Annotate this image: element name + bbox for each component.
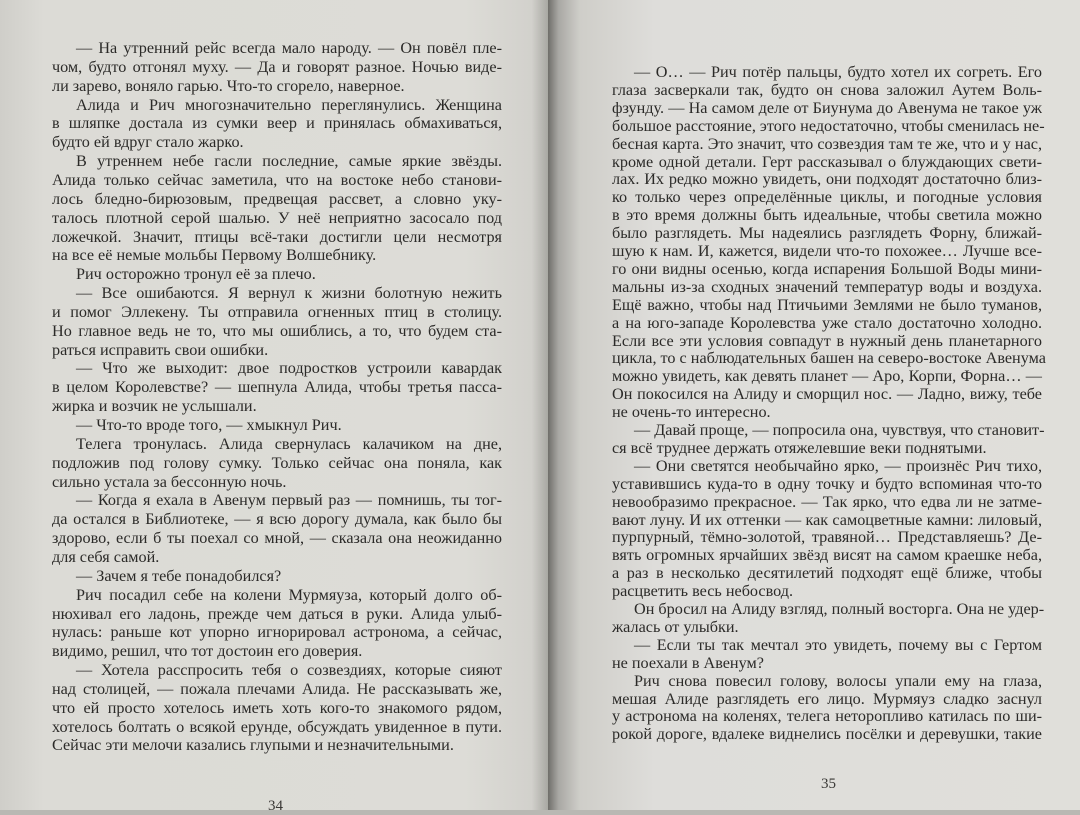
text-line: сильно устала за бессонную ночь. — [52, 472, 287, 491]
text-line: Он покосился на Алиду и сморщил нос. — Ладно, вижу, тебе — [612, 385, 1042, 404]
text-line: фзунду. — На самом деле от Биунума до Авенума не такое уж — [612, 98, 1042, 117]
text-line: — Давай проще, — попросила она, чувствуя, что становит- — [634, 421, 1045, 439]
text-line: Но главное ведь не то, что мы ошиблись, а то, что будем ста- — [52, 321, 502, 340]
text-line: в это время должны быть идеальные, чтобы светила можно — [612, 206, 1042, 225]
text-line: на все её немые мольбы Первому Волшебнику. — [52, 246, 377, 265]
text-line: подложив под голову сумку. Только сейчас она поняла, как — [52, 453, 502, 472]
text-line: уставившись куда-то в одну точку и будто вспоминая что-то — [612, 474, 1042, 493]
page-number: 35 — [821, 776, 836, 792]
right-page — [548, 0, 1080, 810]
text-line: не поехали в Авенум? — [612, 653, 764, 672]
text-line: вают луну. И их оттенки — как самоцветные камни: лиловый, — [612, 510, 1042, 529]
text-line: Алида только сейчас заметила, что на востоке небо станови- — [52, 170, 502, 189]
page-number: 34 — [268, 798, 283, 814]
text-line: вять огромных ярчайших звёзд висят на самом краешке неба, — [612, 546, 1042, 565]
text-line: Рич посадил себе на колени Мурмяуза, который долго об- — [76, 585, 502, 604]
text-line: лось бледно-бирюзовым, предвещая рассвет, а словно уку- — [52, 189, 502, 208]
text-line: мешая Алиде разглядеть его лицо. Мурмяуз сладко заснул — [612, 689, 1042, 708]
text-line: было разглядеть. Мы надеялись разглядеть Форну, ближай- — [612, 224, 1042, 243]
text-line: что ей просто хотелось иметь хоть кого-то знакомого рядом, — [52, 698, 502, 717]
text-line: и помог Эллекену. Ты отправила огненных птиц в столицу. — [52, 302, 502, 321]
text-line: мальны из-за сходных значений температур воды и воздуха. — [612, 277, 1042, 296]
text-line: ся всё труднее держать отяжелевшие веки поднятыми. — [612, 438, 987, 457]
text-line: будто ей вдруг стало жарко. — [52, 133, 244, 152]
text-line: Ещё важно, чтобы над Птичьими Землями не было туманов, — [612, 295, 1042, 314]
text-line: талось плотной серой шалью. У неё неприятно засосало под — [52, 208, 502, 227]
text-line: здорово, если б ты поехал со мной, — сказала она неожиданно — [52, 529, 502, 548]
text-line: чом, будто отгонял муху. — Да и говорят разное. Ночью виде- — [52, 57, 502, 76]
text-line: у астронома на коленях, телега неторопливо катилась по ши- — [612, 707, 1042, 726]
text-line: пурпурный, тёмно-золотой, травяной… Представляешь? Де- — [612, 528, 1042, 547]
text-line: цикла, то с наблюдательных башен на северо-востоке Авенума — [612, 349, 1046, 368]
text-line: Телега тронулась. Алида свернулась калачиком на дне, — [76, 434, 502, 453]
text-line: в целом Королевстве? — шепнула Алида, чтобы третья пасса- — [52, 378, 502, 397]
text-line: го они видны осенью, когда испарения Большой Воды мини- — [612, 259, 1042, 278]
text-line: глаза засверкали так, будто он снова заложил Аутем Воль- — [612, 80, 1042, 99]
text-line: хотелось болтать о всякой ерунде, обсуждать увиденное в пути. — [52, 717, 502, 736]
text-line: ли зарево, воняло гарью. Что-то сгорело, наверное. — [52, 76, 405, 95]
text-line: шую к нам. И, кажется, видели что-то похожее… Лучше все- — [612, 242, 1042, 260]
text-line: — Зачем я тебе понадобился? — [76, 566, 282, 585]
text-line: кроме одной детали. Герт рассказывал о блуждающих свети- — [612, 152, 1042, 171]
text-line: лах. Их редко можно увидеть, они подходят достаточно близ- — [612, 170, 1042, 189]
text-line: над столицей, — пожала плечами Алида. Не рассказывать же, — [52, 679, 502, 698]
text-line: Он бросил на Алиду взгляд, полный восторга. Она не удер- — [634, 600, 1045, 618]
text-line: — Они светятся необычайно ярко, — произнёс Рич тихо, — [634, 456, 1042, 475]
text-line: Алида и Рич многозначительно переглянулись. Женщина — [76, 95, 502, 114]
text-line: ко только через определённые циклы, и погодные условия — [612, 188, 1042, 207]
text-line: — На утренний рейс всегда мало народу. — Он повёл пле- — [76, 39, 502, 57]
text-line: ложечкой. Значит, птицы всё-таки достигли цели несмотря — [52, 227, 502, 246]
text-line: — Что же выходит: двое подростков устроили кавардак — [76, 359, 502, 378]
text-line: — Когда я ехала в Авенум первый раз — помнишь, ты тог- — [76, 491, 502, 510]
text-line: раться исправить свои ошибки. — [52, 340, 269, 359]
text-line: Рич осторожно тронул её за плечо. — [76, 265, 316, 284]
text-line: расцветить весь небосвод. — [612, 582, 794, 601]
text-line: а на юго-западе Королевства уже стало достаточно холодно. — [612, 313, 1042, 332]
text-line: а раз в несколько десятилетий подходят ещё ближе, чтобы — [612, 564, 1042, 583]
text-line: да остался в Библиотеке, — я всю дорогу думала, как было бы — [52, 510, 502, 529]
text-line: Сейчас эти мелочи казались глупыми и незначительными. — [52, 736, 454, 755]
text-line: рокой дороге, вдалеке виднелись посёлки и деревушки, такие — [612, 725, 1042, 744]
text-line: бесная карта. Это значит, что созвездия там те же, что и у нас, — [612, 134, 1042, 153]
text-line: можно увидеть, как девять планет — Аро, Корпи, Форна… — — [612, 367, 1042, 386]
text-line: В утреннем небе гасли последние, самые яркие звёзды. — [76, 152, 502, 171]
text-line: в шляпке достала из сумки веер и принялась обмахиваться, — [52, 114, 502, 133]
text-line: нюхивал его ладонь, прежде чем даться в руки. Алида улыб- — [52, 604, 502, 623]
text-line: — Что-то вроде того, — хмыкнул Рич. — [76, 416, 342, 434]
text-line: невообразимо прекрасное. — Так ярко, что едва ли не затме- — [612, 492, 1042, 511]
text-line: Если все эти условия совпадут в нужный день планетарного — [612, 331, 1042, 350]
text-line: жалась от улыбки. — [612, 617, 739, 636]
text-line: — Если ты так мечтал это увидеть, почему вы с Гертом — [634, 635, 1042, 654]
text-line: большое расстояние, этого недостаточно, чтобы сменилась не- — [612, 116, 1045, 135]
text-line: Рич снова повесил голову, волосы упали ему на глаза, — [634, 671, 1042, 690]
text-line: жирка и возчик не услышали. — [52, 397, 257, 416]
text-line: — Хотела расспросить тебя о созвездиях, которые сияют — [76, 661, 502, 680]
text-line: нулась: раньше кот упорно игнорировал астронома, а сейчас, — [52, 623, 502, 642]
text-line: — Все ошибаются. Я вернул к жизни болотную нежить — [76, 284, 502, 303]
text-line: не очень-то интересно. — [612, 403, 771, 422]
text-line: для себя самой. — [52, 547, 160, 566]
text-line: видимо, решил, что тот достоин его доверия. — [52, 642, 363, 661]
text-line: — О… — Рич потёр пальцы, будто хотел их согреть. Его — [634, 63, 1042, 81]
